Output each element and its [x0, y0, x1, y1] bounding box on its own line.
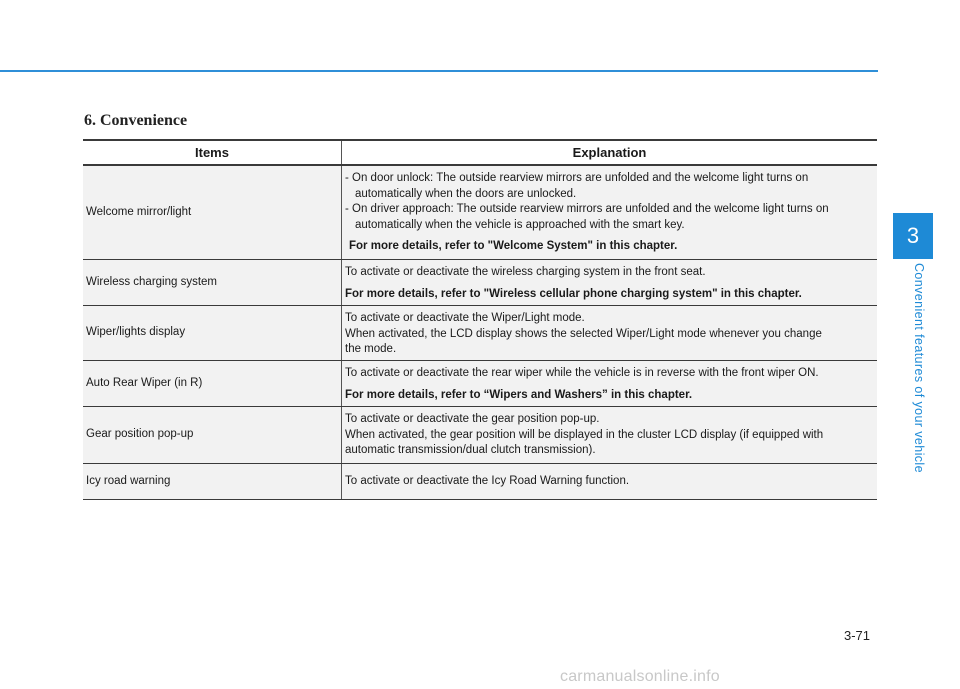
explanation-line: - On driver approach: The outside rearview mirrors are unfolded and the welcome light turns on [345, 203, 829, 215]
explanation-line: - On door unlock: The outside rearview mirrors are unfolded and the welcome light turns on [345, 172, 809, 184]
item-cell: Gear position pop-up [83, 407, 342, 463]
section-title: 6. Convenience [84, 112, 188, 129]
item-cell: Welcome mirror/light [83, 166, 342, 259]
explanation-line: To activate or deactivate the rear wiper while the vehicle is in reverse with the front wiper ON. [345, 367, 819, 379]
table-row [83, 407, 877, 464]
explanation-cell [342, 306, 877, 360]
explanation-line: the mode. [345, 343, 397, 355]
explanation-cell [342, 464, 877, 499]
page-number: 3-71 [844, 628, 871, 643]
explanation-cell [342, 260, 877, 305]
item-cell: Auto Rear Wiper (in R) [83, 361, 342, 406]
reference-note: For more details, refer to "Welcome System" in this chapter. [349, 240, 678, 252]
table-header [83, 141, 877, 166]
header-items: Items [83, 141, 342, 164]
watermark: carmanualsonline.info [560, 668, 720, 685]
table-row [83, 464, 877, 500]
explanation-cell [342, 407, 877, 463]
table-row [83, 361, 877, 407]
explanation-line: To activate or deactivate the Icy Road Warning function. [345, 474, 630, 487]
reference-note: For more details, refer to "Wireless cellular phone charging system" in this chapter. [345, 287, 802, 300]
table-row [83, 260, 877, 306]
reference-note: For more details, refer to “Wipers and Washers” in this chapter. [345, 388, 693, 401]
item-cell: Wireless charging system [83, 260, 342, 305]
explanation-line: automatic transmission/dual clutch transmission). [345, 444, 596, 456]
explanation-line: automatically when the vehicle is approached with the smart key. [355, 218, 685, 231]
item-cell: Icy road warning [83, 464, 342, 499]
explanation-line: When activated, the LCD display shows the selected Wiper/Light mode whenever you change [345, 327, 822, 340]
chapter-number-tab[interactable]: 3 [893, 213, 933, 259]
header-explanation: Explanation [572, 145, 647, 160]
explanation-line: automatically when the doors are unlocked. [355, 187, 577, 200]
table-row [83, 306, 877, 361]
table-row [83, 166, 877, 260]
explanation-line: To activate or deactivate the wireless charging system in the front seat. [345, 266, 706, 278]
explanation-cell [342, 361, 877, 406]
item-cell: Wiper/lights display [83, 306, 342, 360]
explanation-line: To activate or deactivate the gear position pop-up. [345, 413, 600, 425]
explanation-cell [342, 166, 877, 259]
convenience-table [83, 139, 877, 500]
chapter-title: Convenient features of your vehicle [912, 263, 926, 473]
explanation-line: When activated, the gear position will be displayed in the cluster LCD display (if equipped with [345, 428, 824, 441]
explanation-line: To activate or deactivate the Wiper/Light mode. [345, 312, 585, 324]
header-rule [0, 70, 878, 72]
